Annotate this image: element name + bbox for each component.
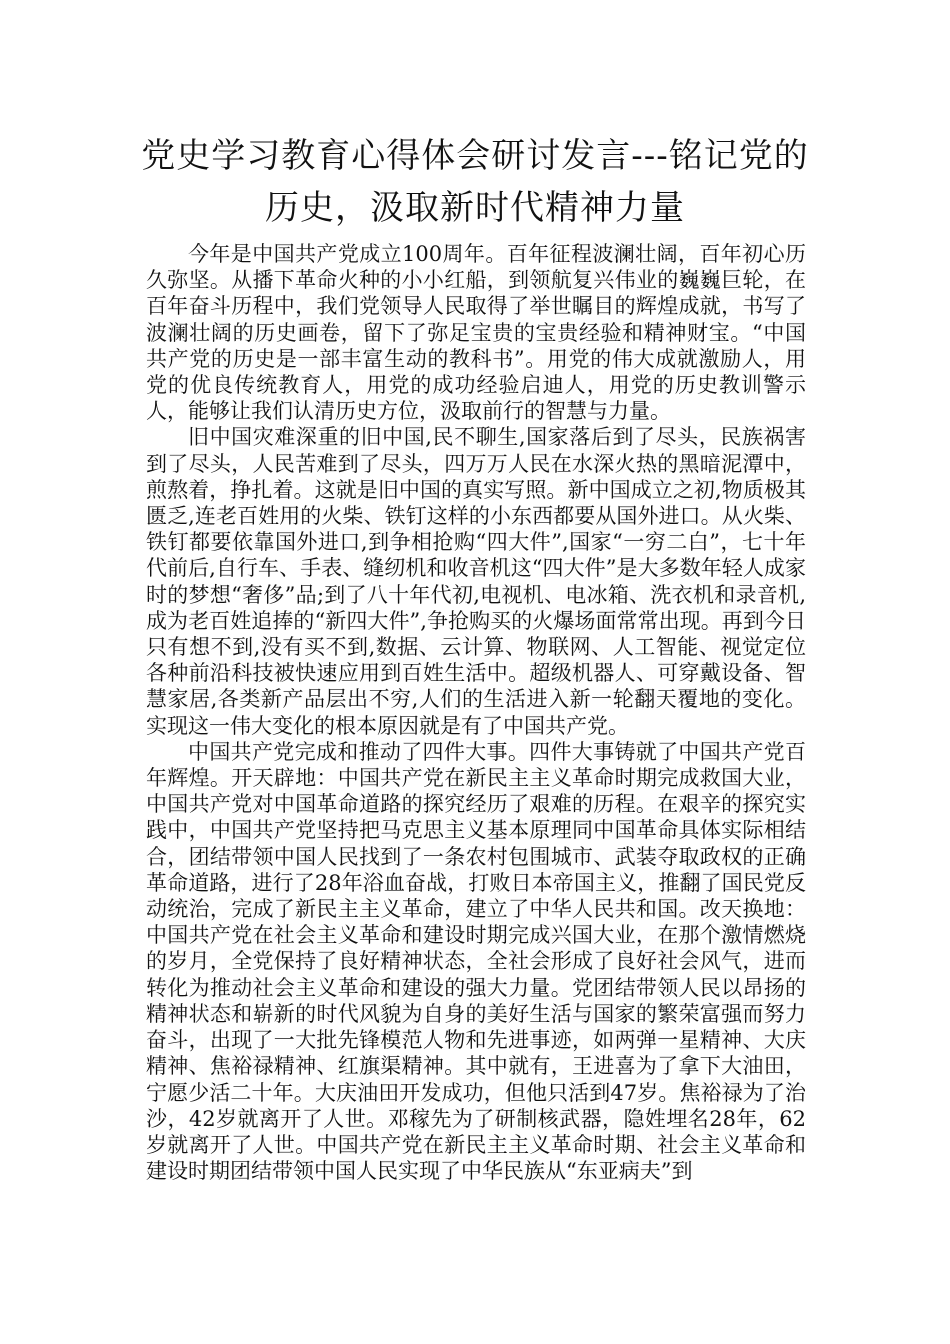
document-title: 党史学习教育心得体会研讨发言---铭记党的历史，汲取新时代精神力量 bbox=[141, 136, 809, 228]
paragraph-2: 旧中国灾难深重的旧中国,民不聊生,国家落后到了尽头，民族祸害到了尽头，人民苦难到了尽头，四万万人民在水深火热的黑暗泥潭中，煎熬着，挣扎着。这就是旧中国的真实写照。新中国成立之初,物质极其匮乏,连老百姓用的火柴、铁钉这样的小东西都要从国外进口。从火柴、铁钉都要依靠国外进口,到争相抢购“四大件”,国家“一穷二白”，七十年代前后,自行车、手表、缝纫机和收音机这“四大件”是大多数年轻人成家时的梦想“奢侈”品;到了八十年代初,电视机、电冰箱、洗衣机和录音机,成为老百姓追捧的“新四大件”,争抢购买的火爆场面常常出现。再到今日只有想不到,没有买不到,数据、云计算、物联网、人工智能、视觉定位各种前沿科技被快速应用到百姓生活中。超级机器人、可穿戴设备、智慧家居,各类新产品层出不穷,人们的生活进入新一轮翻天覆地的变化。实现这一伟大变化的根本原因就是有了中国共产党。 bbox=[146, 425, 806, 738]
paragraph-1: 今年是中国共产党成立100周年。百年征程波澜壮阔，百年初心历久弥坚。从播下革命火种的小小红船，到领航复兴伟业的巍巍巨轮，在百年奋斗历程中，我们党领导人民取得了举世瞩目的辉煌成就，书写了波澜壮阔的历史画卷，留下了弥足宝贵的宝贵经验和精神财宝。“中国共产党的历史是一部丰富生动的教科书”。用党的伟大成就激励人，用党的优良传统教育人，用党的成功经验启迪人，用党的历史教训警示人，能够让我们认清历史方位，汲取前行的智慧与力量。 bbox=[146, 242, 806, 424]
document-body bbox=[146, 241, 806, 1184]
paragraph-3: 中国共产党完成和推动了四件大事。四件大事铸就了中国共产党百年辉煌。开天辟地：中国共产党在新民主主义革命时期完成救国大业，中国共产党对中国革命道路的探究经历了艰难的历程。在艰辛的探究实践中，中国共产党坚持把马克思主义基本原理同中国革命具体实际相结合，团结带领中国人民找到了一条农村包围城市、武装夺取政权的正确革命道路，进行了28年浴血奋战，打败日本帝国主义，推翻了国民党反动统治，完成了新民主主义革命，建立了中华人民共和国。改天换地：中国共产党在社会主义革命和建设时期完成兴国大业，在那个激情燃烧的岁月，全党保持了良好精神状态，全社会形成了良好社会风气，进而转化为推动社会主义革命和建设的强大力量。党团结带领人民以昂扬的精神状态和崭新的时代风貌为自身的美好生活与国家的繁荣富强而努力奋斗，出现了一大批先锋模范人物和先进事迹，如两弹一星精神、大庆精神、焦裕禄精神、红旗渠精神。其中就有，王进喜为了拿下大油田，宁愿少活二十年。大庆油田开发成功，但他只活到47岁。焦裕禄为了治沙，42岁就离开了人世。邓稼先为了研制核武器，隐姓埋名28年，62岁就离开了人世。中国共产党在新民主主义革命时期、社会主义革命和建设时期团结带领中国人民实现了中华民族从“东亚病夫”到 bbox=[146, 739, 806, 1184]
